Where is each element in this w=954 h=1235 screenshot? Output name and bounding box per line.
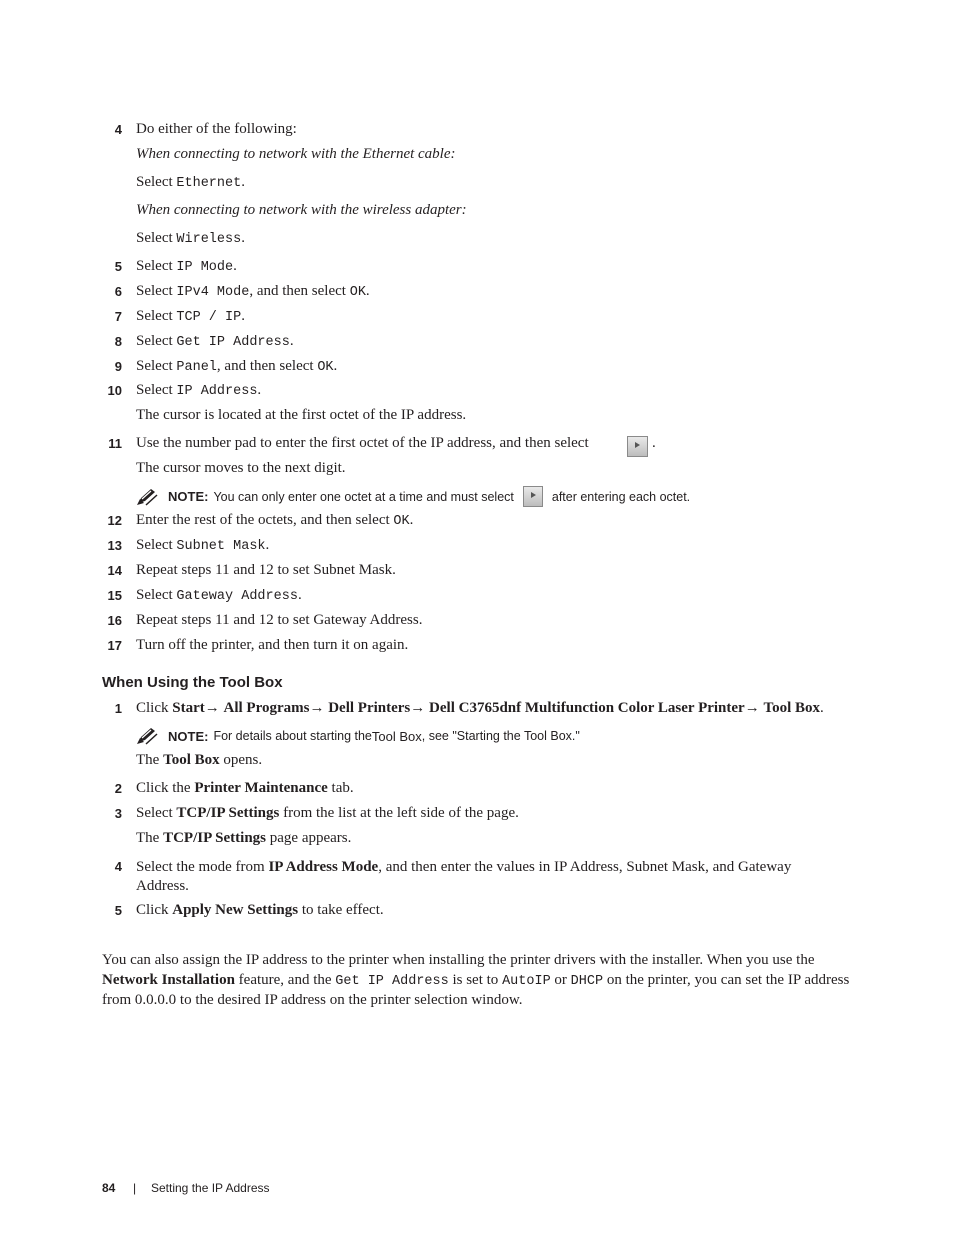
note-text: , see "Starting the Tool Box." xyxy=(421,729,580,743)
step-description: The TCP/IP Settings page appears. xyxy=(136,830,352,846)
note-text: You can only enter one octet at a time and must select xyxy=(213,489,514,504)
pencil-note-icon xyxy=(136,727,158,745)
step-number: 8 xyxy=(114,334,122,349)
step-text: Click Apply New Settings to take effect. xyxy=(136,902,384,918)
step-text-period: . xyxy=(652,435,656,451)
step-number: 17 xyxy=(107,638,122,653)
step-text: Select the mode from IP Address Mode, and then enter the values in IP Address, Subnet Mask, and Gateway Address. xyxy=(136,859,792,894)
footer-separator: | xyxy=(133,1181,137,1195)
step-number: 3 xyxy=(114,806,122,821)
step-subheading: When connecting to network with the wireless adapter: xyxy=(136,202,467,218)
note-label: NOTE: xyxy=(168,489,209,504)
step-number: 16 xyxy=(107,613,122,628)
note-text: For details about starting the xyxy=(213,729,372,743)
step-text: Select Panel, and then select OK. xyxy=(136,358,338,375)
step-text: Select Gateway Address. xyxy=(136,587,302,604)
step-number: 14 xyxy=(107,563,122,578)
step-number: 11 xyxy=(108,436,122,451)
step-number: 13 xyxy=(107,538,122,553)
page-number: 84 xyxy=(102,1181,116,1195)
note-text-emphasis: Tool Box xyxy=(371,728,422,744)
step-number: 5 xyxy=(114,259,122,274)
step-number: 15 xyxy=(107,588,122,603)
section-heading: When Using the Tool Box xyxy=(102,674,283,691)
step-number: 5 xyxy=(114,903,122,918)
right-arrow-button-icon xyxy=(523,486,543,507)
step-text: Turn off the printer, and then turn it on again. xyxy=(136,637,409,653)
step-text: Select Ethernet. xyxy=(136,174,245,191)
step-number: 6 xyxy=(114,284,122,299)
step-text: Select Subnet Mask. xyxy=(136,537,270,554)
step-text: Select Get IP Address. xyxy=(136,333,294,350)
step-text: Enter the rest of the octets, and then select OK. xyxy=(136,512,414,529)
note xyxy=(136,727,580,745)
step-number: 10 xyxy=(107,383,122,398)
step-text: Select Wireless. xyxy=(136,230,245,247)
step-subheading: When connecting to network with the Ethernet cable: xyxy=(136,146,456,162)
step-text: Do either of the following: xyxy=(136,121,297,137)
step-text: Select IP Mode. xyxy=(136,258,237,275)
step-number: 1 xyxy=(114,701,122,716)
step-text: Repeat steps 11 and 12 to set Gateway Address. xyxy=(136,612,423,628)
note xyxy=(136,486,690,507)
step-number: 4 xyxy=(114,122,122,137)
note-text: after entering each octet. xyxy=(551,489,691,504)
step-description: The cursor moves to the next digit. xyxy=(136,460,346,476)
step-description: The Tool Box opens. xyxy=(136,752,263,768)
body-paragraph: You can also assign the IP address to the printer when installing the printer drivers with the installer. When you use the Network Installation feature, and the Get IP Address is set to AutoIP or DHCP on the printer, you can set the IP address from 0.0.0.0 to the desired IP address on the printer selection window. xyxy=(102,952,850,1008)
step-text: Select TCP/IP Settings from the list at the left side of the page. xyxy=(136,805,519,821)
pencil-note-icon xyxy=(136,488,158,506)
step-number: 9 xyxy=(114,359,122,374)
step-text: Use the number pad to enter the first octet of the IP address, and then select xyxy=(136,435,589,451)
note-label: NOTE: xyxy=(168,728,209,744)
step-text: Click the Printer Maintenance tab. xyxy=(136,780,354,796)
step-text: Select IP Address. xyxy=(136,382,262,399)
step-text: Select TCP / IP. xyxy=(136,308,245,325)
step-number: 7 xyxy=(114,309,122,324)
step-text: Select IPv4 Mode, and then select OK. xyxy=(136,283,370,300)
step-number: 12 xyxy=(107,513,122,528)
step-number: 2 xyxy=(114,781,122,796)
step-number: 4 xyxy=(114,859,122,874)
footer-section-title: Setting the IP Address xyxy=(151,1181,270,1195)
step-text: Repeat steps 11 and 12 to set Subnet Mask. xyxy=(136,562,396,578)
step-text: Click Start→ All Programs→ Dell Printers→ Dell C3765dnf Multifunction Color Laser Printer→ Tool Box. xyxy=(136,700,824,716)
step-description: The cursor is located at the first octet of the IP address. xyxy=(136,407,467,423)
right-arrow-button-icon xyxy=(627,436,648,457)
